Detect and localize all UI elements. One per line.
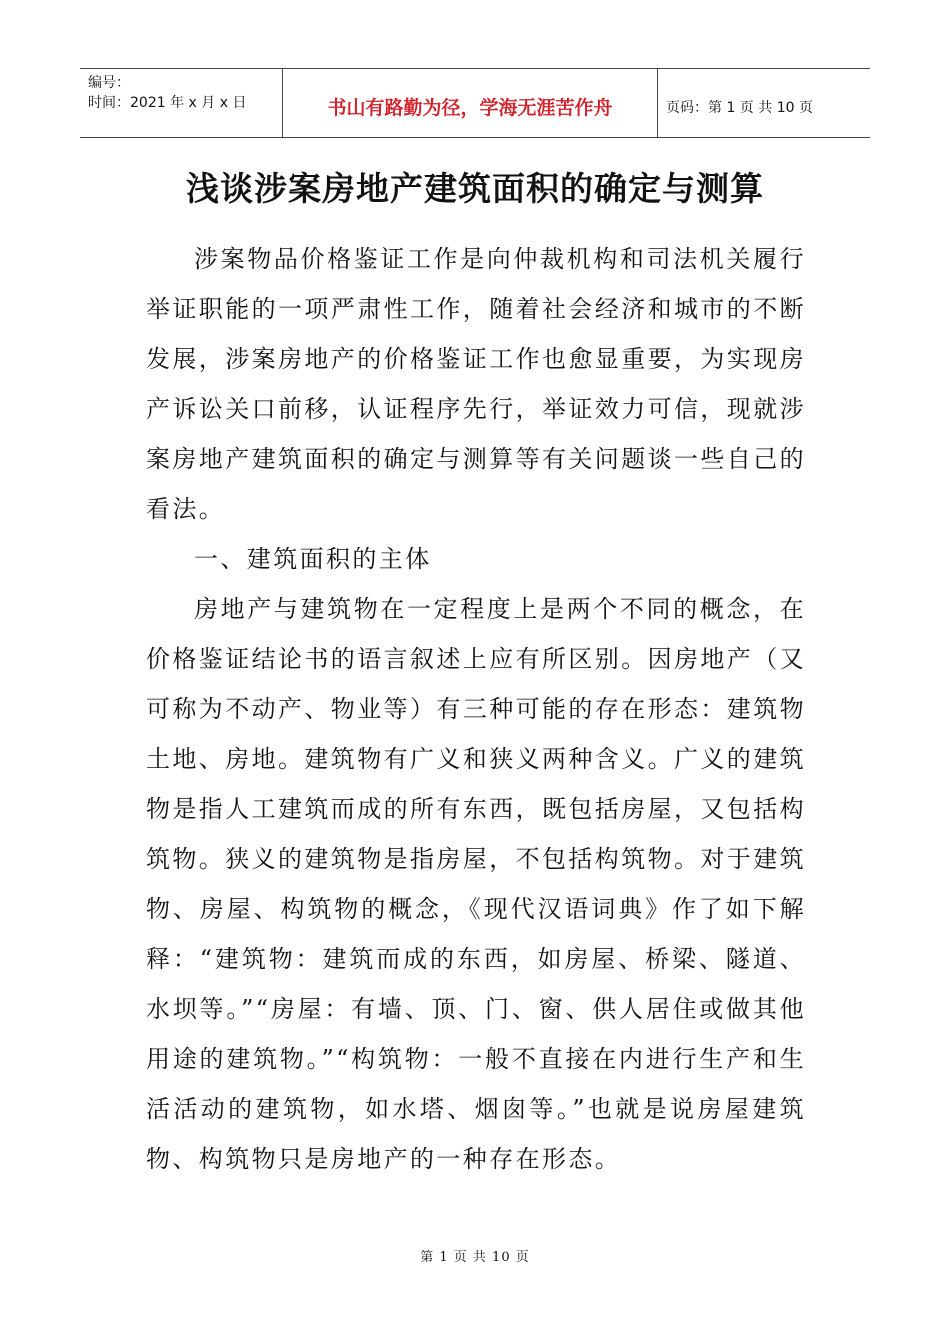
document-title: 浅谈涉案房地产建筑面积的确定与测算 [186,169,764,208]
paragraph: 房地产与建筑物在一定程度上是两个不同的概念，在价格鉴证结论书的语言叙述上应有所区别。因房地产（又可称为不动产、物业等）有三种可能的存在形态：建筑物土地、房地。建筑物有广义和狭义两种含义。广义的建筑物是指人工建筑而成的所有东西，既包括房屋，又包括构筑物。狭义的建筑物是指房屋，不包括构筑物。对于建筑物、房屋、构筑物的概念，《现代汉语词典》作了如下解释：“建筑物：建筑而成的东西，如房屋、桥梁、隧道、水坝等。”“房屋：有墙、顶、门、窗、供人居住或做其他用途的建筑物。”“构筑物：一般不直接在内进行生产和生活活动的建筑物，如水塔、烟囱等。”也就是说房屋建筑物、构筑物只是房地产的一种存在形态。 [146,595,806,1173]
document-body [146,234,806,1184]
document-header [80,68,870,138]
section-heading: 一、建筑面积的主体 [194,545,432,573]
header-motto: 书山有路勤为径，学海无涯苦作舟 [282,69,658,137]
document-time-label: 时间：2021 年 x 月 x 日 [88,95,247,111]
paragraph: 涉案物品价格鉴证工作是向仲裁机构和司法机关履行举证职能的一项严肃性工作，随着社会经济和城市的不断发展，涉案房地产的价格鉴证工作也愈显重要，为实现房产诉讼关口前移，认证程序先行，举证效力可信，现就涉案房地产建筑面积的确定与测算等有关问题谈一些自己的看法。 [146,245,806,523]
header-page-info: 页码：第 1 页 共 10 页 [666,100,813,116]
page-footer: 第 1 页 共 10 页 [420,1250,530,1265]
document-number-label: 编号： [88,75,130,91]
header-meta [80,69,282,137]
